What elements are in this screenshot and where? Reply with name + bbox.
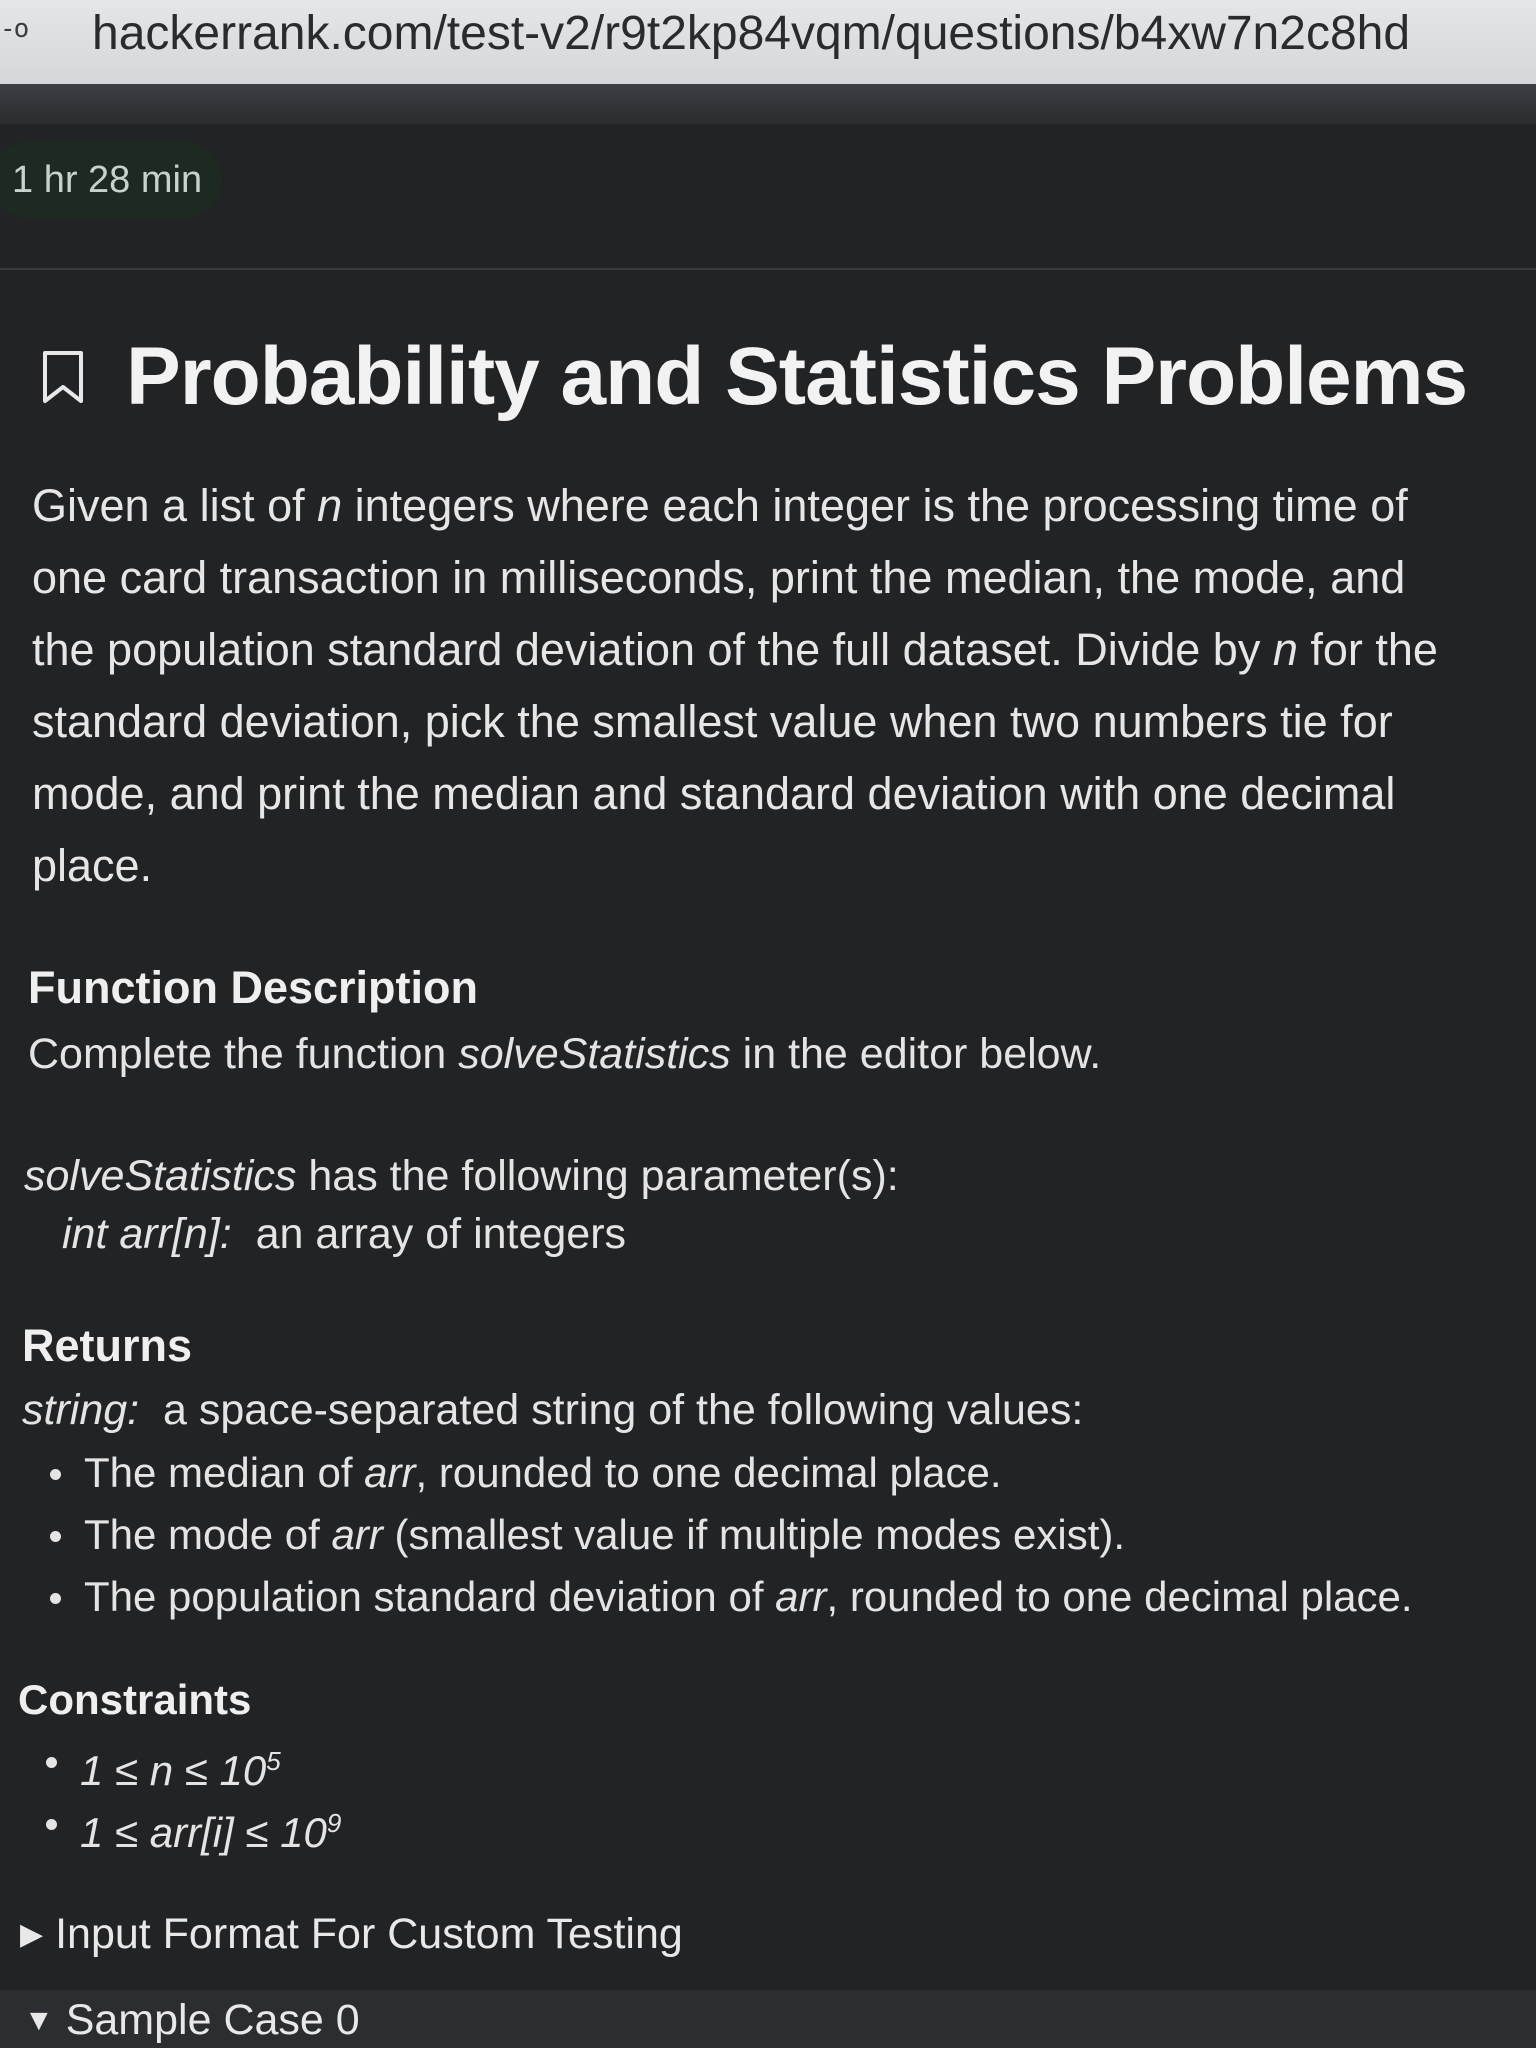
item-text: The population standard deviation of [84,1573,776,1620]
returns-heading: Returns [22,1320,193,1371]
sample-case-label: Sample Case 0 [65,1996,360,2044]
list-item [28,1566,1413,1628]
list-item [28,1442,1413,1504]
constraints-heading: Constraints [18,1676,252,1723]
list-item [24,1792,341,1854]
browser-url-bar[interactable] [0,0,1536,85]
list-item [24,1730,341,1792]
function-description-heading: Function Description [28,962,478,1013]
description-part-2: integers where each integer is the processing time of one card transaction in milliseconds, print the median, the mode, and the population standard deviation of the full dataset. Divide by [32,480,1408,675]
item-text: The mode of [84,1511,332,1558]
browser-edge [0,84,1536,124]
params-function-name: solveStatistics [24,1152,297,1200]
constraint-exponent: 9 [326,1808,342,1838]
constraints-list [24,1730,341,1854]
site-info-icon[interactable]: -o [0,14,28,44]
question-description [32,470,1472,902]
sample-case-bar [0,1990,1536,2048]
time-remaining-badge [0,142,222,218]
description-part-1: Given a list of [32,480,318,531]
function-name: solveStatistics [458,1030,731,1078]
question-title: Probability and Statistics Problems [126,331,1468,422]
returns-line [22,1386,1083,1435]
time-remaining-label: 1 hr 28 min [12,158,203,201]
list-item [28,1504,1413,1566]
input-format-toggle[interactable] [20,1910,683,1959]
returns-type: string: [22,1386,140,1434]
function-description-line [28,1030,1101,1079]
item-text: , rounded to one decimal place. [415,1449,1002,1496]
item-var: arr [331,1511,383,1558]
constraint-exponent: 5 [266,1746,281,1776]
sample-case-toggle[interactable] [24,1996,360,2045]
item-text: (smallest value if multiple modes exist). [382,1511,1126,1558]
params-suffix: has the following parameter(s): [296,1152,899,1200]
url-text[interactable]: hackerrank.com/test-v2/r9t2kp84vqm/questions/b4xw7n2c8hd [92,7,1411,60]
param-type: int arr[n]: [62,1210,232,1258]
description-var-n: n [317,480,343,531]
triangle-down-icon: ▼ [24,2003,54,2037]
item-var: arr [364,1449,416,1496]
item-text: The median of [84,1449,365,1496]
constraint-text: 1 ≤ arr[i] ≤ 10 [80,1809,327,1856]
question-title-row [40,330,1467,424]
parameter-arr [62,1210,626,1259]
param-description: an array of integers [231,1210,627,1258]
description-part-3: for the standard deviation, pick the smallest value when two numbers tie for mode, and print the median and standard deviation with one decimal place. [32,624,1438,891]
returns-description: a space-separated string of the following values: [139,1386,1084,1434]
constraint-text: 1 ≤ n ≤ 10 [80,1747,267,1794]
bookmark-icon[interactable] [40,349,86,405]
function-line-suffix: in the editor below. [730,1030,1102,1078]
returns-list [28,1442,1413,1628]
input-format-label: Input Format For Custom Testing [55,1910,683,1958]
header-divider [0,268,1536,270]
parameters-line [24,1152,899,1201]
function-line-prefix: Complete the function [28,1030,459,1078]
item-text: , rounded to one decimal place. [826,1573,1413,1620]
description-var-n: n [1272,624,1298,675]
item-var: arr [775,1573,827,1620]
triangle-right-icon: ▶ [20,1918,44,1951]
